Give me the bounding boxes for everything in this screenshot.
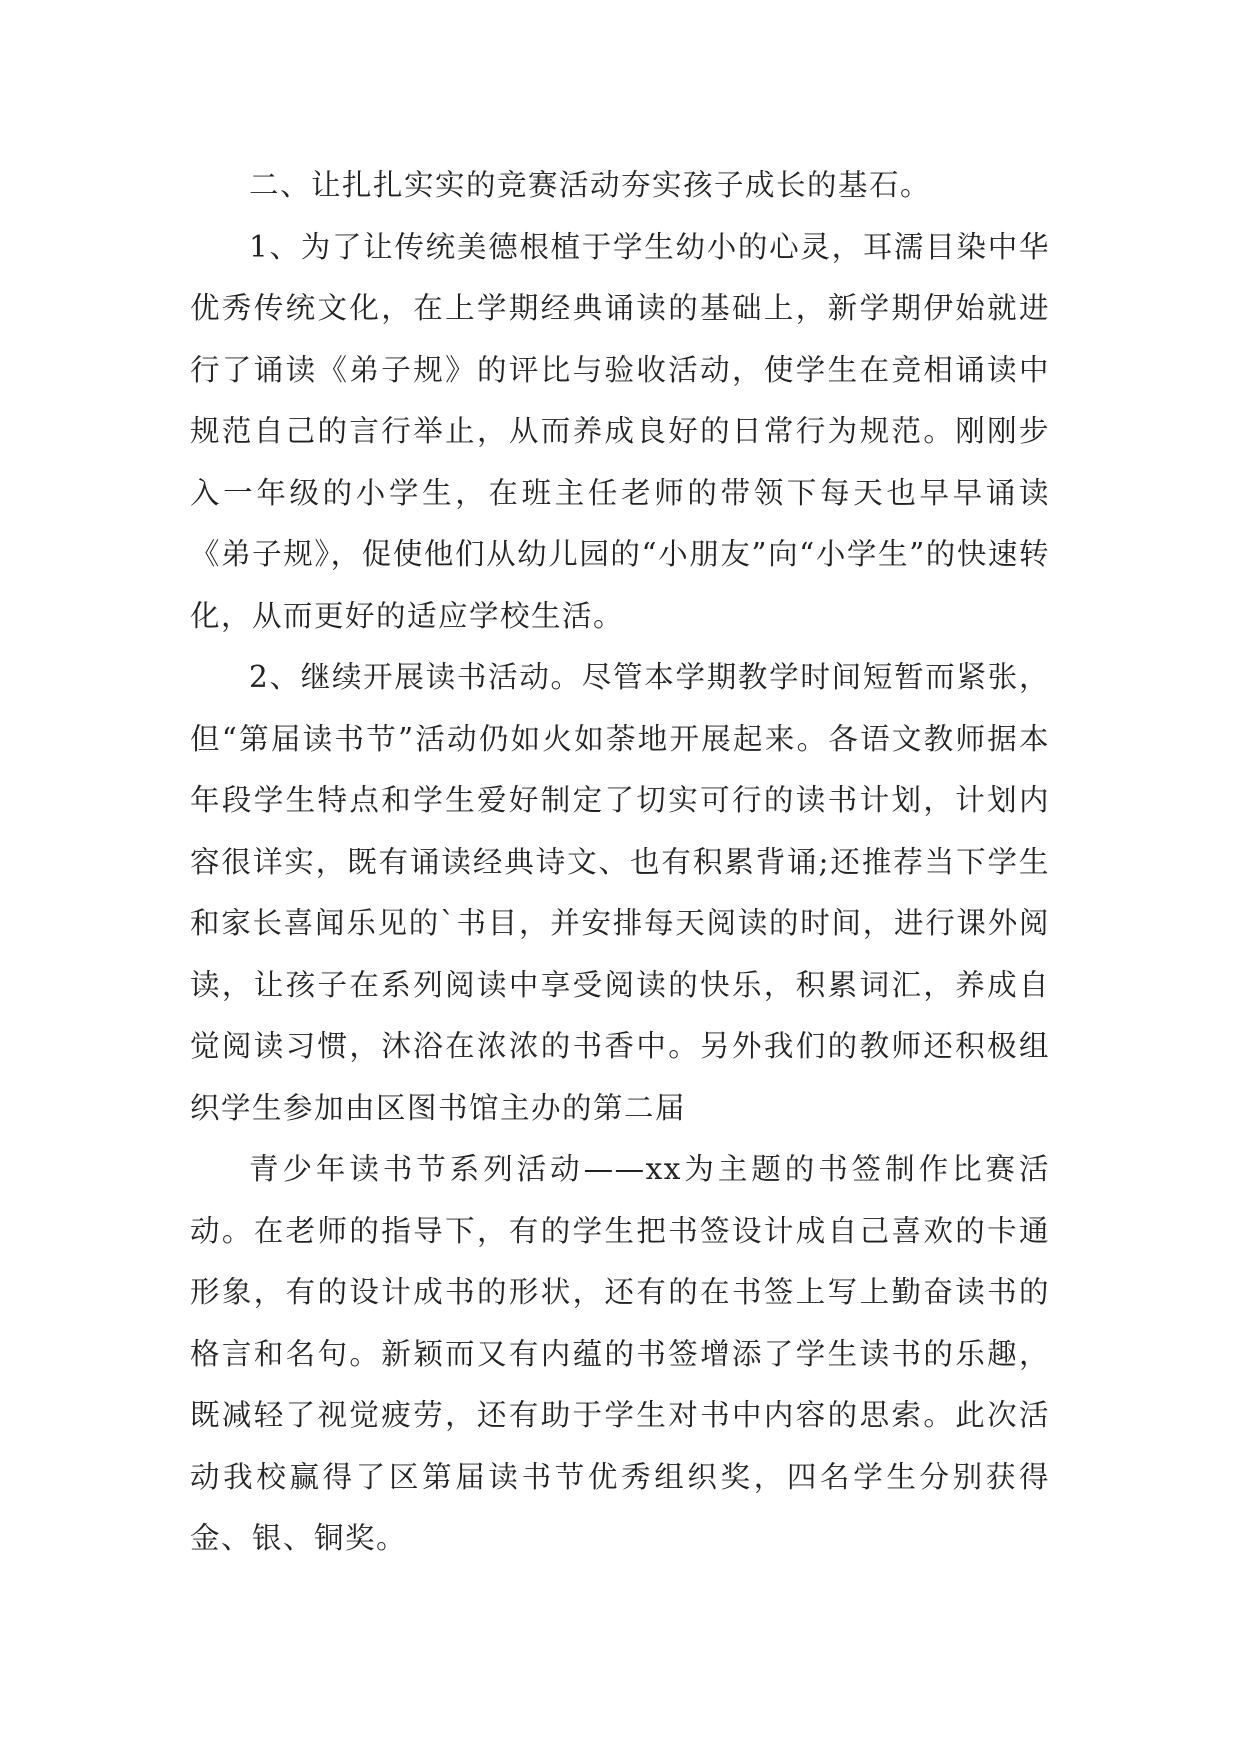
section-heading: 二、让扎扎实实的竞赛活动夯实孩子成长的基石。 (249, 168, 932, 202)
paragraph-2: 2、继续开展读书活动。尽管本学期教学时间短暂而紧张，但“第届读书节”活动仍如火如荼地开展起来。各语文教师据本年段学生特点和学生爱好制定了切实可行的读书计划，计划内容很详实，既有诵读经典诗文、也有积累背诵;还推荐当下学生和家长喜闻乐见的`书目，并安排每天阅读的时间，进行课外阅读，让孩子在系列阅读中享受阅读的快乐，积累词汇，养成自觉阅读习惯，沐浴在浓浓的书香中。另外我们的教师还积极组织学生参加由区图书馆主办的第二届 (190, 660, 1050, 1125)
document-body (190, 155, 1050, 1570)
paragraph-3: 青少年读书节系列活动——xx为主题的书签制作比赛活动。在老师的指导下，有的学生把书签设计成自己喜欢的卡通形象，有的设计成书的形状，还有的在书签上写上勤奋读书的格言和名句。新颖而又有内蕴的书签增添了学生读书的乐趣，既减轻了视觉疲劳，还有助于学生对书中内容的思索。此次活动我校赢得了区第届读书节优秀组织奖，四名学生分别获得金、银、铜奖。 (190, 1152, 1050, 1555)
paragraph-1: 1、为了让传统美德根植于学生幼小的心灵，耳濡目染中华优秀传统文化，在上学期经典诵读的基础上，新学期伊始就进行了诵读《弟子规》的评比与验收活动，使学生在竞相诵读中规范自己的言行举止，从而养成良好的日常行为规范。刚刚步入一年级的小学生，在班主任老师的带领下每天也早早诵读《弟子规》，促使他们从幼儿园的“小朋友”向“小学生”的快速转化，从而更好的适应学校生活。 (190, 229, 1050, 633)
